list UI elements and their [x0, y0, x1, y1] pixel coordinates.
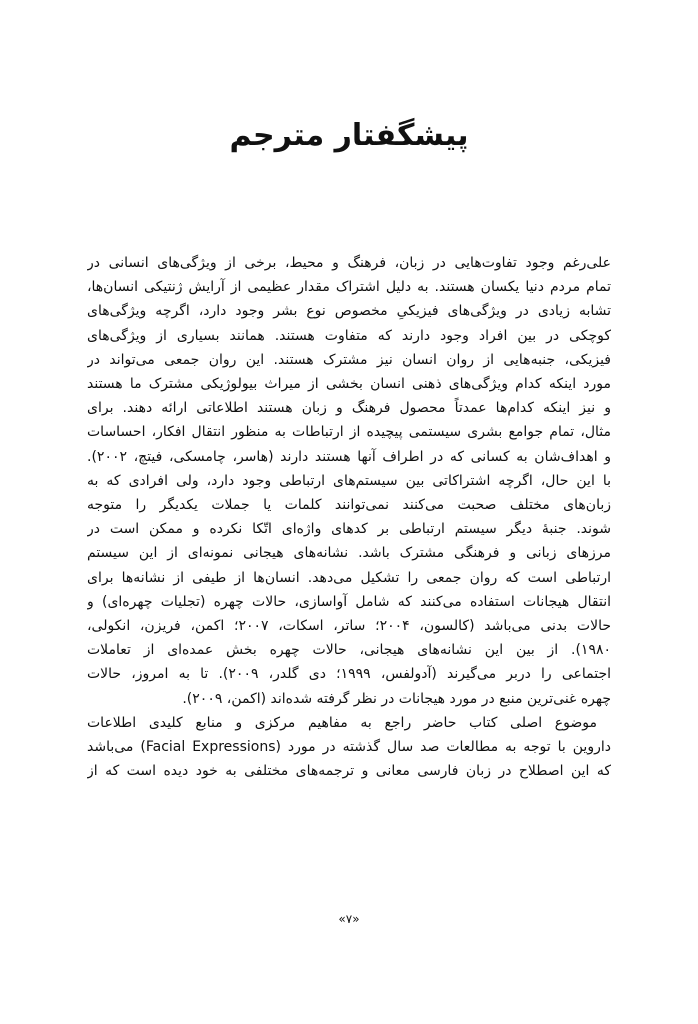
text-line: فیزیکی، جنبه‌هایی از روان انسان نیز مشترک هستند. این روان جمعی می‌تواند در [87, 351, 611, 368]
text-line: زبان‌های مختلف صحبت می‌کنند نمی‌توانند کلمات یا جملات یکدیگر را متوجه [87, 497, 611, 514]
text-line: علی‌رغم وجود تفاوت‌هایی در زبان، فرهنگ و محیط، برخی از ویژگی‌های انسانی در [87, 255, 611, 271]
page-title: پیشگفتار مترجم [229, 118, 469, 153]
paragraph-1 [87, 251, 611, 711]
text-line: با این حال، اگرچه اشتراکاتی بین سیستم‌های ارتباطی وجود دارد، ولی افرادی که به [87, 472, 611, 489]
text-line: و نیز اینکه کدام‌ها عمدتاً محصول فرهنگ و زبان هستند اطلاعاتی ارائه دهند. برای [87, 400, 611, 417]
text-line: مورد اینکه کدام ویژگی‌های ذهنی انسان بخشی از میراث بیولوژیکی مشترک ما هستند [87, 376, 611, 393]
text-line: که این اصطلاح در زبان فارسی معانی و ترجمه‌های مختلفی به خود دیده است که از [87, 763, 611, 780]
text-line: چهره غنی‌ترین منبع در مورد هیجانات در نظر گرفته شده‌اند (اکمن، ۲۰۰۹). [182, 690, 611, 707]
text-line: تمام مردم دنیا یکسان هستند. به دلیل اشتراک مقدار عظیمی از آرایش ژنتیکی انسان‌ها، [87, 279, 611, 296]
text-line: موضوع اصلی کتاب حاضر راجع به مفاهیم مرکزی و منابع کلیدی اطلاعات [87, 714, 597, 731]
text-line: ارتباطی است که روان جمعی را تشکیل می‌دهد. انسان‌ها از طیفی از نشانه‌ها برای [87, 569, 611, 586]
text-line: ۱۹۸۰). از بین این نشانه‌های هیجانی، حالات چهره بخش عمده‌ای از تعاملات [87, 642, 611, 659]
page-number: «۷» [338, 912, 360, 926]
text-line: اجتماعی را دربر می‌گیرند (آدولفس، ۱۹۹۹؛ دی گلدر، ۲۰۰۹). تا به امروز، حالات [87, 666, 611, 683]
text-line: مرزهای زبانی و فرهنگی مشترک باشد. نشانه‌های هیجانی نمونه‌ای از این سیستم [87, 545, 611, 562]
text-line: و اهداف‌شان به کسانی که در اطراف آنها هستند دارند (هاسر، چامسکی، فیتچ، ۲۰۰۲). [87, 448, 611, 465]
text-line: شوند. جنبهٔ دیگر سیستم ارتباطی بر کدهای واژه‌ای اتّکا نکرده و ممکن است در [87, 521, 611, 538]
paragraph-2 [87, 711, 611, 784]
text-line: انتقال هیجانات استفاده می‌کنند که شامل آواسازی، حالات چهره (تجلیات چهره‌ای) و [87, 593, 611, 610]
text-line: تشابه زیادی در ویژگی‌های فیزیکیِ مخصوص نوع بشر وجود دارد، اگرچه ویژگی‌های [87, 303, 611, 320]
text-line: داروین با توجه به مطالعات صد سال گذشته در مورد (Facial Expressions) می‌باشد [87, 739, 611, 756]
text-line: مثال، تمام جوامع بشری سیستمی پیچیده از ارتباطات به منظور انتقال افکار، احساسات [87, 424, 611, 441]
text-line: حالات بدنی می‌باشد (کالسون، ۲۰۰۴؛ ساتر، اسکات، ۲۰۰۷؛ اکمن، فریزن، انکولی، [87, 618, 611, 635]
body-text [87, 251, 611, 783]
text-line: کوچکی در بین افراد وجود دارند که متفاوت هستند. همانند بسیاری از ویژگی‌های [87, 327, 611, 344]
